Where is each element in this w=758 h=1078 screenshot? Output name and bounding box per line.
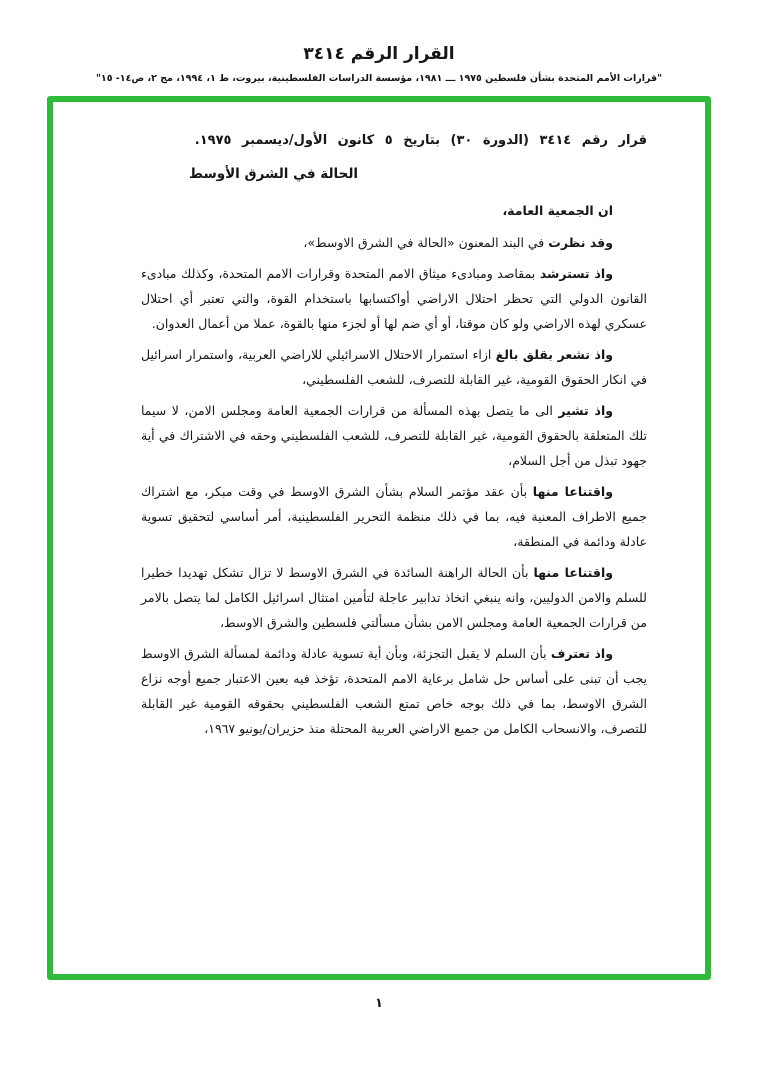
paragraph-text: بمقاصد ومبادىء ميثاق الامم المتحدة وقرارات الامم المتحدة، وكذلك مبادىء القانون الدولي التي تحظر احتلال الاراضي أواكتسابها باستخدام القوة، والتي تعتبر أي احتلال عسكري لهذه الاراضي ولو كان موقتا، أو أي ضم لها أو لجزء منها بالقوة، عملا من أعمال العدوان. [141, 266, 647, 331]
paragraph-lead: واذ تعترف [550, 646, 613, 661]
section-heading: الحالة في الشرق الأوسط [189, 166, 359, 182]
paragraph [141, 560, 647, 635]
page-footer [0, 996, 758, 1011]
paragraph-lead: واذ تسترشد [539, 266, 613, 281]
source-citation: "قرارات الأمم المتحدة بشأن فلسطين ١٩٧٥ ـــ ١٩٨١، مؤسسة الدراسات الفلسطينية، بيروت، ط ١، ١٩٩٤، مج ٢، ص١٤- ١٥" [95, 73, 663, 84]
paragraph-text: بأن الحالة الراهنة السائدة في الشرق الاوسط لا تزال تشكل تهديدا خطيرا للسلم والامن الدوليين، وانه ينبغي اتخاذ تدابير عاجلة لتأمين امتثال اسرائيل الكامل لما يتصل بالامر من قرارات الجمعية العامة ومجلس الامن بشأن مسألتي فلسطين والشرق الاوسط، [141, 565, 647, 630]
paragraph-lead: واذ تشعر بقلق بالغ [495, 347, 613, 362]
paragraph [141, 479, 647, 554]
paragraph-text: بأن عقد مؤتمر السلام بشأن الشرق الاوسط في وقت مبكر، مع اشتراك جميع الاطراف المعنية فيه، بما في ذلك منظمة التحرير الفلسطينية، أمر أساسي لتحقيق تسوية عادلة ودائمة في المنطقة، [141, 484, 647, 549]
paragraph [141, 398, 647, 473]
paragraph [141, 261, 647, 336]
paragraph-lead: واذ تشير [558, 403, 613, 418]
paragraph-lead: واقتناعا منها [533, 565, 613, 580]
paragraph-text: الى ما يتصل بهذه المسألة من قرارات الجمعية العامة ومجلس الامن، لا سيما تلك المتعلقة بالحقوق القومية، غير القابلة للتصرف، للشعب الفلسطيني وحقه في الاشتراك في أية جهود تبذل من أجل السلام، [141, 403, 647, 468]
paragraph-lead: واقتناعا منها [532, 484, 613, 499]
page-header [0, 0, 758, 84]
paragraph [141, 342, 647, 392]
paragraph-lead: وقد نظرت [548, 235, 613, 250]
opening-line: ان الجمعية العامة، [502, 203, 613, 218]
paragraph-text: في البند المعنون «الحالة في الشرق الاوسط»، [303, 235, 549, 250]
resolution-box [47, 96, 711, 980]
paragraph-text: ازاء استمرار الاحتلال الاسرائيلي للاراضي العربية، واستمرار اسرائيل في انكار الحقوق القومية، غير القابلة للتصرف، للشعب الفلسطيني، [141, 347, 647, 387]
paragraph [141, 641, 647, 741]
page-number: ١ [375, 996, 383, 1011]
paragraph [141, 230, 647, 255]
document-title: القرار الرقم ٣٤١٤ [303, 44, 455, 64]
paragraph-text: بأن السلم لا يقبل التجزئة، وبأن أية تسوية عادلة ودائمة لمسألة الشرق الاوسط يجب أن تبنى على أساس حل شامل برعاية الامم المتحدة، تؤخذ فيه بعين الاعتبار جميع أوجه نزاع الشرق الاوسط، بما في ذلك بوجه خاص تمتع الشعب الفلسطيني بحقوقه القومية غير القابلة للتصرف، والانسحاب الكامل من جميع الاراضي العربية المحتلة منذ حزيران/يونيو ١٩٦٧، [141, 646, 647, 736]
resolution-intro: قرار رقم ٣٤١٤ (الدورة ٣٠) بتاريخ ٥ كانون الأول/ديسمبر ١٩٧٥. [194, 133, 647, 148]
